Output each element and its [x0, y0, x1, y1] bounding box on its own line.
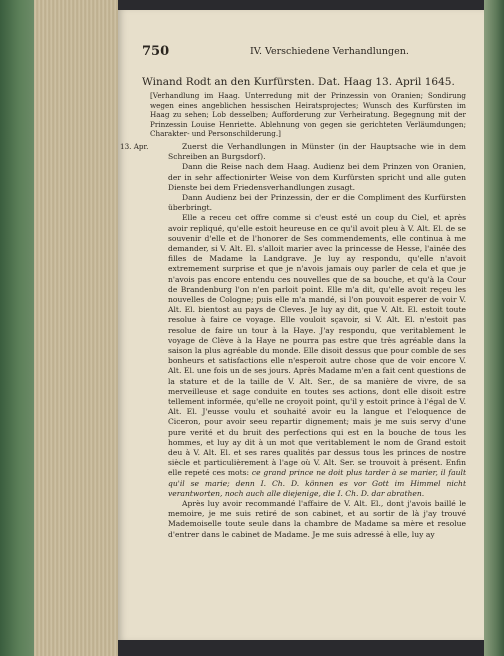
- letter-title: Winand Rodt an den Kurfürsten. Dat. Haag 13. April 1645.: [142, 76, 455, 88]
- page-number: 750: [142, 44, 170, 59]
- paragraph-fr-1: [142, 213, 466, 499]
- running-head-title: IV. Verschiedene Verhandlungen.: [250, 46, 409, 57]
- page-edges: [34, 0, 118, 656]
- paragraph-fr-1-text: Elle a receu cet offre comme si c'eust esté un coup du Ciel, et après avoir repliqué, qu'elle estoit heureuse en ce qu'il avoit pleu à V. Alt. El. de se souvenir d'elle et de l'honorer de Ses commendements, elle continua à me demander, si V. Alt. El. s'alloit marier avec la princesse de Hesse, l'ainée des filles de Madame la Landgrave. Je luy ay respondu, qu'elle n'avoit extremement surprise et que je n'avois jamais ouy parler de cela et que je n'avois pas encore entendu ces nouvelles que de sa bouche, et qu'à la Cour de Brandenburg l'on n'en parloit point. Elle m'a dit, qu'elle avoit reçeu les nouvelles de Cologne; puis elle m'a mandé, si l'on pouvoit esperer de voir V. Alt. El. bientost au pays de Cleves. Je luy ay dit, que V. Alt. El. estoit toute resolue à faire ce voyage. Elle vouloit sçavoir, si V. Alt. El. n'estoit pas resolue de faire un tour à la Haye. J'ay respondu, que veritablement le voyage de Clève à la Haye ne pourra pas estre que très agréable dans la saison la plus agréable du monde. Elle disoit dessus que pour comble de ses bonheurs et satisfactions elle n'esperoit autre chose que de voir encore V. Alt. El. une fois un de ses jours. Après Madame m'en a fait cent questions de la stature et de la taille de V. Alt. Ser., de sa manière de vivre, de sa merveilleuse et sage conduite en toutes ses actions, dont elle disoit estre tellement informée, qu'elle ne croyoit point, qu'il y estoit prince à l'égal de V. Alt. El. J'eusse voulu et souhaité avoir eu la langue et l'eloquence de Ciceron, pour avoir seeu repartir dignement; mais je me suis servy d'une pure verité et du bruit des perfections qui est en la bouche de tous les hommes, et luy ay dit à un mot que veritablement le nom de Grand estoit deu à V. Alt. El. et ses rares qualités par dessus tous les princes de nostre siècle et particulièrement à l'age où V. Alt. Ser. se trouvoit à présent. Enfin elle repeté ces mots:: [168, 213, 466, 478]
- letter-summary: [Verhandlung im Haag. Unterredung mit der Prinzessin von Oranien; Sondirung wegen eines angeblichen hessischen Heiratsprojectes; Wunsch des Kurfürsten im Haag zu sehen; Lob desselben; Aufforderung zur Verheiratung. Begegnung mit der Prinzessin Louise Henriette. Ablehnung von gegen sie gerichteten Verläumdungen; Charakter- und Personschilderung.]: [150, 91, 466, 139]
- book-cover-right: [484, 0, 504, 656]
- paragraph-de-3: Dann Audienz bei der Prinzessin, der er die Compliment des Kurfürsten überbringt.: [168, 192, 466, 213]
- running-head: [142, 44, 462, 60]
- margin-date: 13. Apr.: [120, 141, 149, 151]
- dated-paragraph: [120, 141, 466, 162]
- page-content: [120, 76, 466, 540]
- book-cover-left: [0, 0, 34, 656]
- italic-quote: ce grand prince ne doit plus tarder à se marier, il fault qu'il se marie; denn I. Ch. D. können es vor Gott im Himmel nicht verantworten, noch auch alle diejenige, die I. Ch. D. dar abrathen.: [168, 468, 466, 498]
- book-page: [118, 10, 484, 640]
- paragraph-de-1: Zuerst die Verhandlungen in Münster (in der Hauptsache wie in dem Schreiben an Burgsdorf).: [168, 141, 466, 162]
- paragraph-fr-2: Après luy avoir recommandé l'affaire de V. Alt. El., dont j'avois baillé le memoire, je me suis retiré de son cabinet, et au sortir de là j'ay trouvé Mademoiselle toute seule dans la chambre de Madame sa mère et resolue d'entrer dans le cabinet de Madame. Je me suis adressé à elle, luy ay: [168, 499, 466, 539]
- paragraph-de-2: Dann die Reise nach dem Haag. Audienz bei dem Prinzen von Oranien, der in sehr affectionirter Weise von dem Kurfürsten spricht und alle guten Dienste bei dem Friedensverhandlungen zusagt.: [168, 162, 466, 192]
